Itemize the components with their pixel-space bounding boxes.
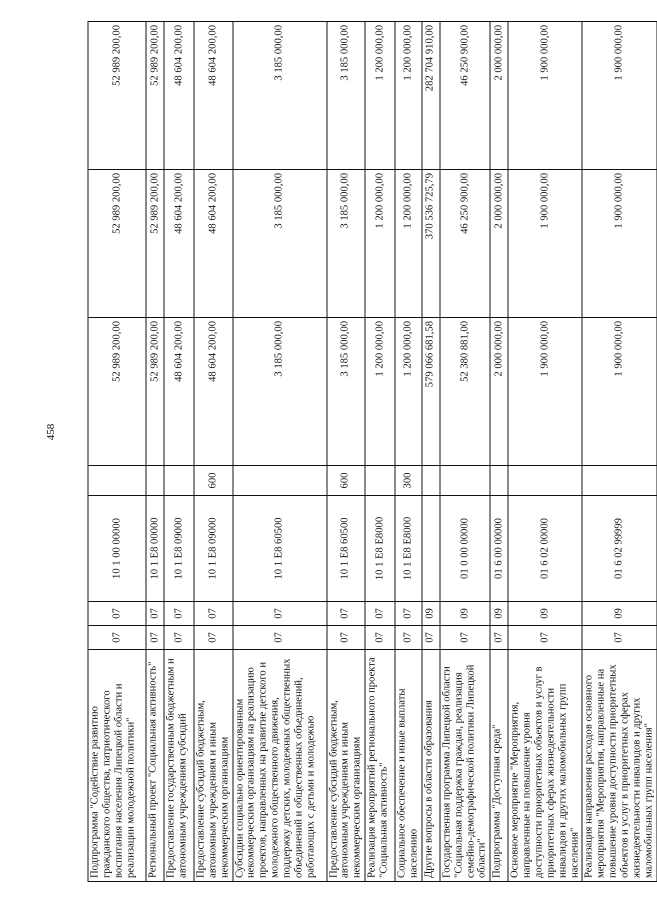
row-name: Предоставление государственным бюджетным и автономным учреждениям субсидий <box>164 650 194 882</box>
target-article-code: 10 1 E8 60500 <box>233 496 327 602</box>
table-row <box>164 22 194 882</box>
section-code: 07 <box>395 626 422 650</box>
target-article-code: 10 1 E8 09000 <box>194 496 233 602</box>
target-article-code: 01 0 00 00000 <box>440 496 490 602</box>
amount-year-2: 52 989 200,00 <box>146 170 164 318</box>
amount-year-1: 579 066 681,58 <box>422 318 440 466</box>
subsection-code: 09 <box>422 602 440 626</box>
table-row <box>440 22 490 882</box>
subsection-code: 07 <box>365 602 395 626</box>
section-code: 07 <box>508 626 582 650</box>
table-row <box>422 22 440 882</box>
subsection-code: 09 <box>508 602 582 626</box>
amount-year-3: 1 200 000,00 <box>365 22 395 170</box>
subsection-code: 09 <box>490 602 508 626</box>
amount-year-2: 370 536 725,79 <box>422 170 440 318</box>
target-article-code: 10 1 E8 E8000 <box>395 496 422 602</box>
section-code: 07 <box>365 626 395 650</box>
target-article-code: 10 1 E8 E8000 <box>365 496 395 602</box>
row-name: Реализация мероприятий регионального проекта "Социальная активность" <box>365 650 395 882</box>
row-name: Подпрограмма "Содействие развитию гражданского общества, патриотического воспитания населения Липецкой области и реализации молодежной политики" <box>88 650 146 882</box>
subsection-code: 07 <box>233 602 327 626</box>
table-row <box>395 22 422 882</box>
target-article-code: 01 6 02 00000 <box>508 496 582 602</box>
subsection-code: 09 <box>440 602 490 626</box>
target-article-code <box>422 496 440 602</box>
expense-type-code: 300 <box>395 466 422 496</box>
subsection-code: 07 <box>146 602 164 626</box>
subsection-code: 07 <box>194 602 233 626</box>
table-body <box>88 22 657 882</box>
amount-year-2: 52 989 200,00 <box>88 170 146 318</box>
expense-type-code <box>164 466 194 496</box>
amount-year-2: 48 604 200,00 <box>194 170 233 318</box>
expense-type-code <box>146 466 164 496</box>
amount-year-3: 2 000 000,00 <box>490 22 508 170</box>
amount-year-1: 1 200 000,00 <box>395 318 422 466</box>
row-name: Основное мероприятие "Мероприятия, направленные на повышение уровня доступности приоритетных объектов и услуг в приоритетных сферах жизнедеятельности инвалидов и других маломобильных групп населения" <box>508 650 582 882</box>
target-article-code: 01 6 00 00000 <box>490 496 508 602</box>
table-row <box>365 22 395 882</box>
amount-year-2: 3 185 000,00 <box>233 170 327 318</box>
expense-type-code <box>508 466 582 496</box>
expense-type-code <box>582 466 656 496</box>
amount-year-2: 1 200 000,00 <box>365 170 395 318</box>
table-row <box>194 22 233 882</box>
expense-type-code: 600 <box>327 466 366 496</box>
amount-year-1: 3 185 000,00 <box>233 318 327 466</box>
row-name: Субсидии социально ориентированным некоммерческим организациям на реализацию проектов, направленных на развитие детского и молодежного общественного движения, поддержку детских, молодежных общественных объединений и общественных объединений, работающих с детьми и молодежью <box>233 650 327 882</box>
table-row <box>146 22 164 882</box>
amount-year-3: 1 200 000,00 <box>395 22 422 170</box>
budget-table <box>88 21 657 882</box>
amount-year-3: 52 989 200,00 <box>146 22 164 170</box>
row-name: Реализация направления расходов основного мероприятия "Мероприятия, направленные на повышение уровня доступности приоритетных объектов и услуг в приоритетных сферах жизнедеятельности инвалидов и других маломобильных групп населения" <box>582 650 656 882</box>
amount-year-1: 3 185 000,00 <box>327 318 366 466</box>
table-row <box>582 22 656 882</box>
section-code: 07 <box>582 626 656 650</box>
target-article-code: 10 1 E8 09000 <box>164 496 194 602</box>
section-code: 07 <box>327 626 366 650</box>
table-row <box>508 22 582 882</box>
row-name: Региональный проект "Социальная активность" <box>146 650 164 882</box>
section-code: 07 <box>164 626 194 650</box>
budget-table-container <box>88 22 655 882</box>
amount-year-1: 1 900 000,00 <box>508 318 582 466</box>
table-row <box>233 22 327 882</box>
table-row <box>327 22 366 882</box>
amount-year-2: 48 604 200,00 <box>164 170 194 318</box>
target-article-code: 01 6 02 99999 <box>582 496 656 602</box>
row-name: Государственная программа Липецкой области "Социальная поддержка граждан, реализация семейно-демографической политики Липецкой области" <box>440 650 490 882</box>
amount-year-3: 1 900 000,00 <box>508 22 582 170</box>
subsection-code: 07 <box>88 602 146 626</box>
amount-year-1: 1 200 000,00 <box>365 318 395 466</box>
amount-year-1: 2 000 000,00 <box>490 318 508 466</box>
subsection-code: 07 <box>327 602 366 626</box>
section-code: 07 <box>422 626 440 650</box>
row-name: Социальное обеспечение и иные выплаты населению <box>395 650 422 882</box>
target-article-code: 10 1 E8 00000 <box>146 496 164 602</box>
amount-year-2: 46 250 900,00 <box>440 170 490 318</box>
expense-type-code <box>490 466 508 496</box>
expense-type-code <box>422 466 440 496</box>
table-row <box>88 22 146 882</box>
amount-year-3: 3 185 000,00 <box>233 22 327 170</box>
section-code: 07 <box>233 626 327 650</box>
amount-year-1: 52 380 881,00 <box>440 318 490 466</box>
section-code: 07 <box>440 626 490 650</box>
amount-year-3: 48 604 200,00 <box>164 22 194 170</box>
amount-year-2: 1 200 000,00 <box>395 170 422 318</box>
amount-year-1: 1 900 000,00 <box>582 318 656 466</box>
amount-year-3: 1 900 000,00 <box>582 22 656 170</box>
row-name: Подпрограмма "Доступная среда" <box>490 650 508 882</box>
row-name: Другие вопросы в области образования <box>422 650 440 882</box>
amount-year-1: 48 604 200,00 <box>194 318 233 466</box>
amount-year-3: 3 185 000,00 <box>327 22 366 170</box>
target-article-code: 10 1 00 00000 <box>88 496 146 602</box>
amount-year-2: 2 000 000,00 <box>490 170 508 318</box>
amount-year-3: 52 989 200,00 <box>88 22 146 170</box>
table-row <box>490 22 508 882</box>
section-code: 07 <box>490 626 508 650</box>
row-name: Предоставление субсидий бюджетным, автономным учреждениям и иным некоммерческим организациям <box>327 650 366 882</box>
amount-year-1: 52 989 200,00 <box>146 318 164 466</box>
amount-year-1: 48 604 200,00 <box>164 318 194 466</box>
amount-year-2: 1 900 000,00 <box>508 170 582 318</box>
section-code: 07 <box>146 626 164 650</box>
page-number: 458 <box>45 423 57 441</box>
expense-type-code: 600 <box>194 466 233 496</box>
amount-year-1: 52 989 200,00 <box>88 318 146 466</box>
amount-year-3: 46 250 900,00 <box>440 22 490 170</box>
expense-type-code <box>440 466 490 496</box>
amount-year-3: 48 604 200,00 <box>194 22 233 170</box>
expense-type-code <box>88 466 146 496</box>
target-article-code: 10 1 E8 60500 <box>327 496 366 602</box>
amount-year-2: 3 185 000,00 <box>327 170 366 318</box>
section-code: 07 <box>88 626 146 650</box>
amount-year-3: 282 704 910,00 <box>422 22 440 170</box>
amount-year-2: 1 900 000,00 <box>582 170 656 318</box>
expense-type-code <box>233 466 327 496</box>
row-name: Предоставление субсидий бюджетным, автономным учреждениям и иным некоммерческим организациям <box>194 650 233 882</box>
subsection-code: 09 <box>582 602 656 626</box>
subsection-code: 07 <box>395 602 422 626</box>
expense-type-code <box>365 466 395 496</box>
subsection-code: 07 <box>164 602 194 626</box>
section-code: 07 <box>194 626 233 650</box>
